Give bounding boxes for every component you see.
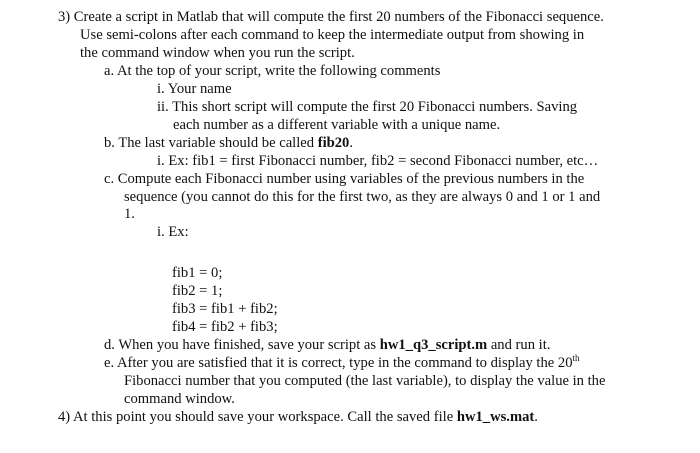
q4-filename: hw1_ws.mat: [456, 409, 535, 425]
item-d: [104, 337, 550, 354]
item-b: [104, 135, 353, 152]
item-b-text: b. The last variable should be called: [104, 135, 318, 151]
item-c-line-1: c. Compute each Fibonacci number using variables of the previous numbers in the: [104, 171, 585, 187]
q4-suffix: .: [534, 409, 538, 425]
item-e-line-3: command window.: [124, 391, 235, 407]
q3-intro-line-3: the command window when you run the script.: [80, 45, 355, 61]
item-a: a. At the top of your script, write the following comments: [104, 63, 441, 79]
item-b-i: i. Ex: fib1 = first Fibonacci number, fib2 = second Fibonacci number, etc…: [157, 153, 599, 169]
item-d-suffix: and run it.: [487, 337, 551, 353]
q4-line: [58, 409, 538, 426]
item-b-variable-name: fib20: [317, 135, 350, 151]
code-line-2: fib2 = 1;: [172, 283, 223, 299]
item-d-filename: hw1_q3_script.m: [379, 337, 488, 353]
item-a-ii-line-2: each number as a different variable with a unique name.: [173, 117, 501, 133]
code-line-3: fib3 = fib1 + fib2;: [172, 301, 278, 317]
item-a-i: i. Your name: [157, 81, 232, 97]
item-d-text: d. When you have finished, save your script as: [104, 337, 380, 353]
code-line-4: fib4 = fib2 + fib3;: [172, 319, 278, 335]
item-c-line-2: sequence (you cannot do this for the first two, as they are always 0 and 1 or 1 and: [124, 189, 601, 205]
code-line-1: fib1 = 0;: [172, 265, 223, 281]
q4-text: 4) At this point you should save your workspace. Call the saved file: [58, 409, 457, 425]
item-e-text: e. After you are satisfied that it is correct, type in the command to display the 20: [104, 355, 573, 371]
q3-heading: 3) Create a script in Matlab that will compute the first 20 numbers of the Fibonacci sequence.: [58, 9, 604, 25]
q3-intro-line-2: Use semi-colons after each command to keep the intermediate output from showing in: [80, 27, 585, 43]
item-e-ordinal-suffix: th: [572, 353, 580, 363]
item-c-line-3: 1.: [124, 206, 135, 222]
item-b-suffix: .: [349, 135, 353, 151]
item-e-line-1: [104, 355, 580, 372]
item-e-line-2: Fibonacci number that you computed (the last variable), to display the value in the: [124, 373, 606, 389]
item-a-ii-line-1: ii. This short script will compute the first 20 Fibonacci numbers. Saving: [157, 99, 578, 115]
item-c-i: i. Ex:: [157, 224, 189, 240]
